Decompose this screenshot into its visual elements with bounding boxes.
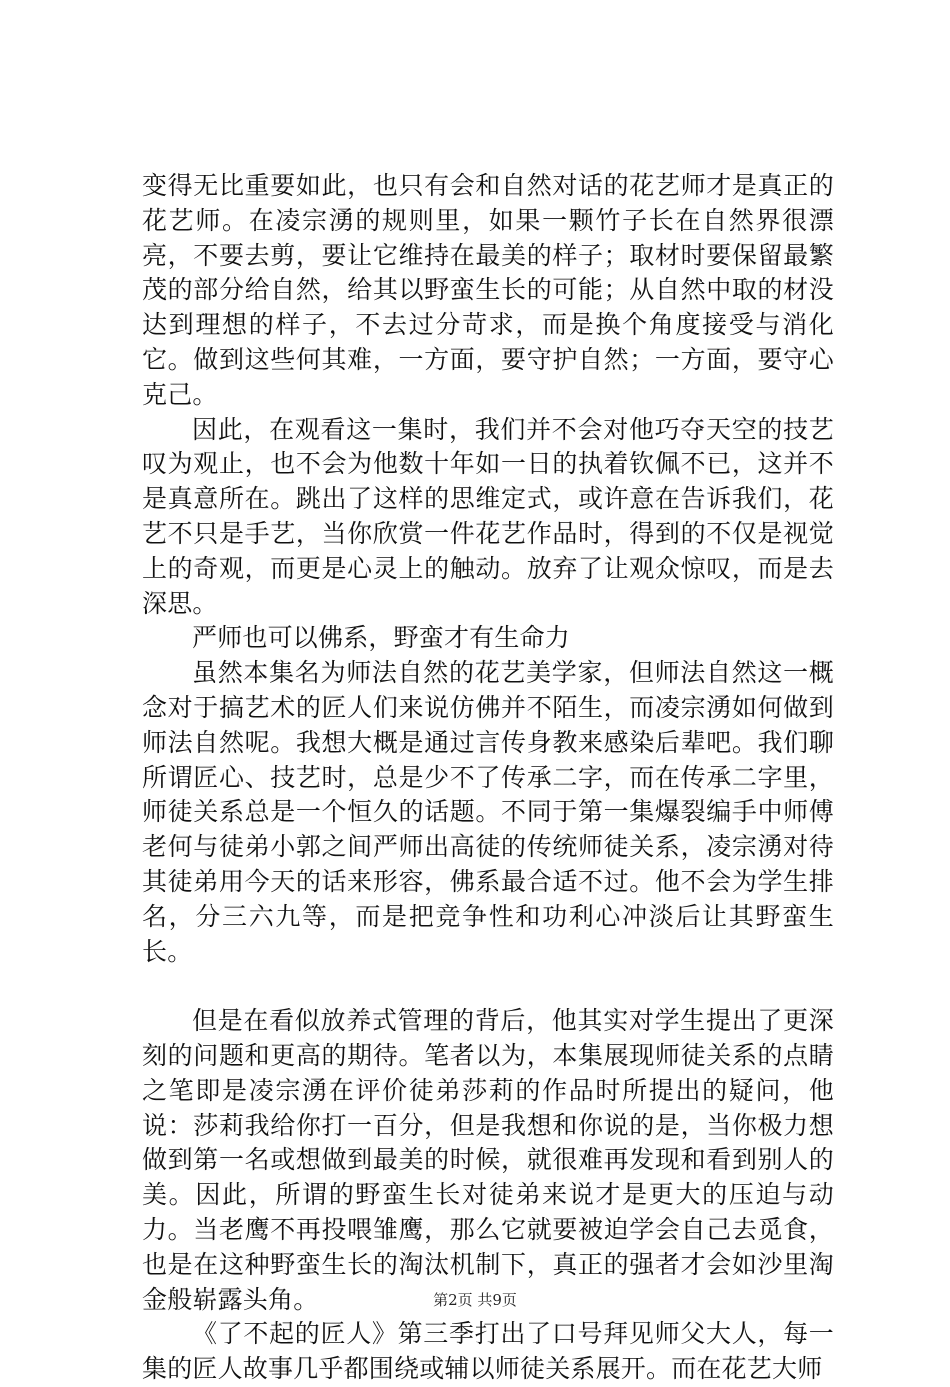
- paragraph-5: 《了不起的匠人》第三季打出了口号拜见师父大人，每一集的匠人故事几乎都围绕或辅以师徒关系展开。而在花艺大师: [142, 1319, 834, 1384]
- page-number: 第2页 共9页: [433, 1291, 517, 1309]
- paragraph-1: 变得无比重要如此，也只有会和自然对话的花艺师才是真正的花艺师。在凌宗湧的规则里，如果一颗竹子长在自然界很漂亮，不要去剪，要让它维持在最美的样子；取材时要保留最繁茂的部分给自然，给其以野蛮生长的可能；从自然中取的材没达到理想的样子，不去过分苛求，而是换个角度接受与消化它。做到这些何其难，一方面，要守护自然；一方面，要守心克己。: [142, 171, 834, 409]
- article-body: [142, 169, 834, 1387]
- paragraph-4: 但是在看似放养式管理的背后，他其实对学生提出了更深刻的问题和更高的期待。笔者以为，本集展现师徒关系的点睛之笔即是凌宗湧在评价徒弟莎莉的作品时所提出的疑问，他说：莎莉我给你打一百分，但是我想和你说的是，当你极力想做到第一名或想做到最美的时候，就很难再发现和看到别人的美。因此，所谓的野蛮生长对徒弟来说才是更大的压迫与动力。当老鹰不再投喂雏鹰，那么它就要被迫学会自己去觅食，也是在这种野蛮生长的淘汰机制下，真正的强者才会如沙里淘金般崭露头角。: [142, 1006, 834, 1314]
- paragraph-2: 因此，在观看这一集时，我们并不会对他巧夺天空的技艺叹为观止，也不会为他数十年如一日的执着钦佩不已，这并不是真意所在。跳出了这样的思维定式，或许意在告诉我们，花艺不只是手艺，当你欣赏一件花艺作品时，得到的不仅是视觉上的奇观，而更是心灵上的触动。放弃了让观众惊叹，而是去深思。: [142, 414, 834, 618]
- section-heading: 严师也可以佛系，野蛮才有生命力: [192, 623, 571, 653]
- paragraph-3: 虽然本集名为师法自然的花艺美学家，但师法自然这一概念对于搞艺术的匠人们来说仿佛并不陌生，而凌宗湧如何做到师法自然呢。我想大概是通过言传身教来感染后辈吧。我们聊所谓匠心、技艺时，总是少不了传承二字，而在传承二字里，师徒关系总是一个恒久的话题。不同于第一集爆裂编手中师傅老何与徒弟小郭之间严师出高徒的传统师徒关系，凌宗湧对待其徒弟用今天的话来形容，佛系最合适不过。他不会为学生排名，分三六九等，而是把竞争性和功利心冲淡后让其野蛮生长。: [142, 658, 834, 966]
- page-footer: [0, 1290, 950, 1310]
